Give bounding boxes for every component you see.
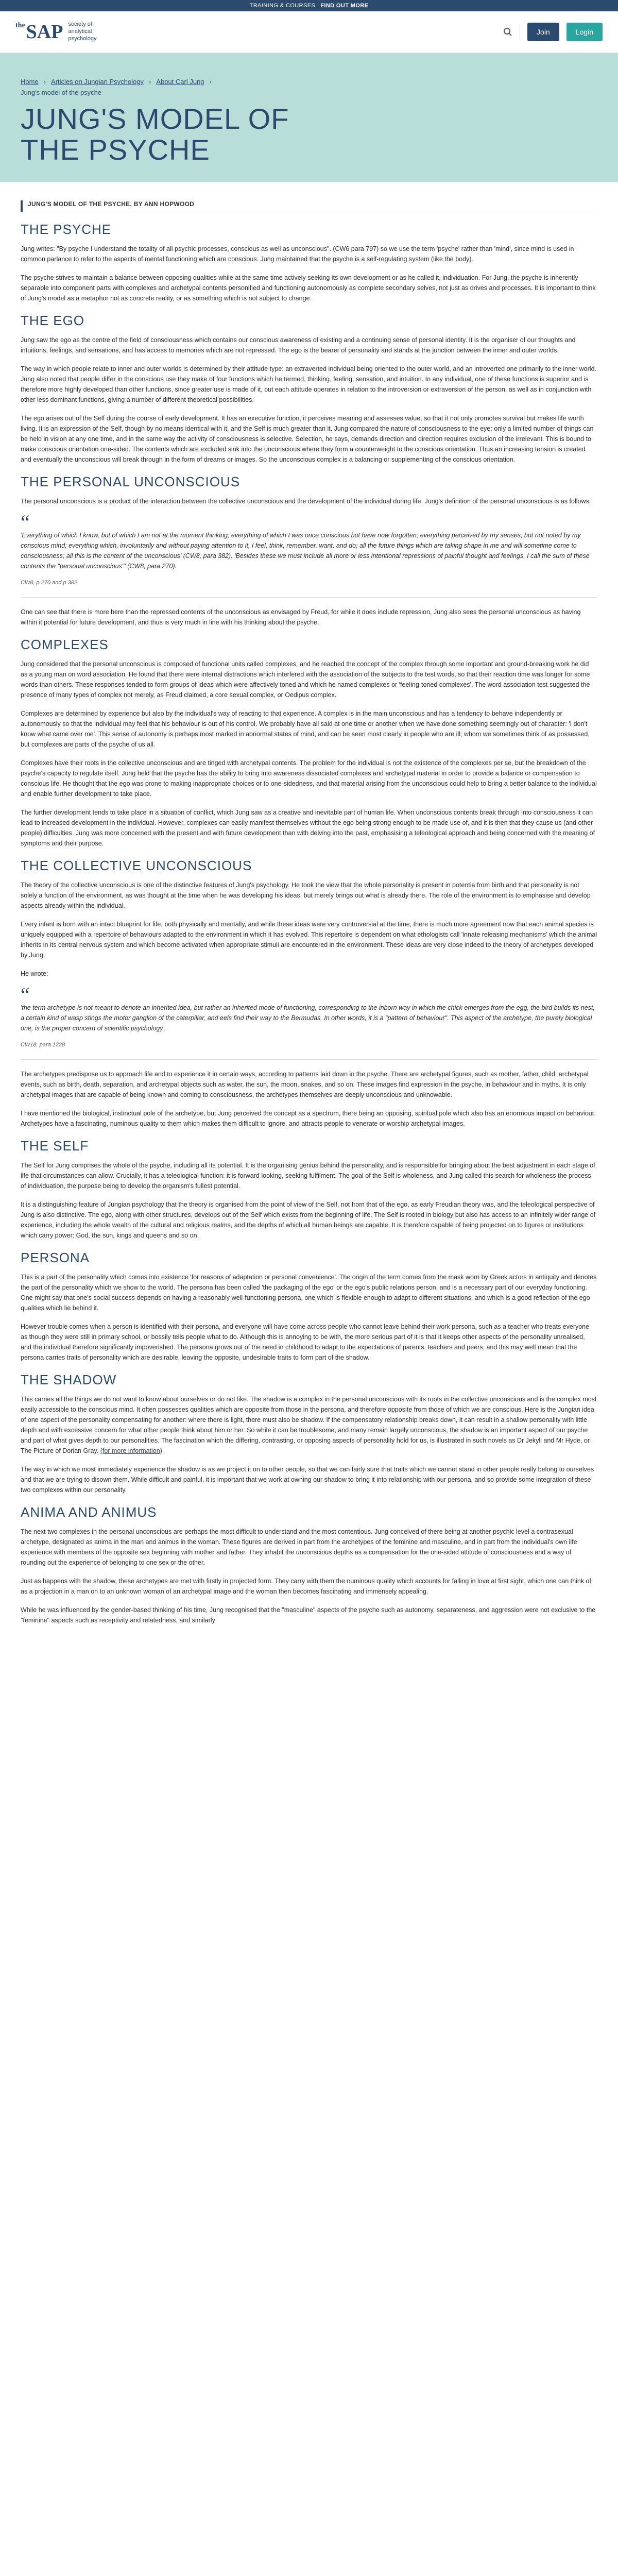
section-heading-self: THE SELF	[21, 1138, 89, 1154]
section-heading-shadow: THE SHADOW	[21, 1372, 117, 1387]
paragraph: However trouble comes when a person is identified with their persona, and everyone will have come across people who cannot leave behind their work persona, such as a teacher who treats everyone as though they were still in primary school, or bossily tells people what to do. Although this is annoying to be with, the more serious part of it is that it keeps other aspects of the personality unrealised, and the individual therefore significantly impoverished. The persona grows out of the need in childhood to adapt to the expectations of parents, teachers and peers, and this may well mean that the persona carries traits of personality which are desirable, leaving the opposite, undesirable traits to form part of the shadow.	[21, 1323, 590, 1361]
paragraph: Just as happens with the shadow, these archetypes are met with firstly in projected form. They carry with them the numinous quality which accounts for falling in love at first sight, which one can think of as a projection in a man on to an unknown woman of an archetypal image and the woman then becomes fascinating and immensely appealing.	[21, 1578, 591, 1595]
paragraph: I have mentioned the biological, instinctual pole of the archetype, but Jung perceived the concept as a spectrum, there being an opposing, spiritual pole which also has an enormous impact on behaviour. Archetypes have a fascinating, numinous quality to them which makes them difficult to ignore, and attracts people to venerate or worship archetypal images.	[21, 1110, 596, 1127]
paragraph: The psyche strives to maintain a balance between opposing qualities while at the same time actively seeking its own development or as he called it, individuation. For Jung, the psyche is inherently separable into component parts with complexes and archetypal contents personified and functioning autonomously as complete secondary selves, not just as drives and processes. It is important to think of Jung's model as a metaphor not as concrete reality, or as something which is not subject to change.	[21, 274, 596, 302]
breadcrumb-about-jung[interactable]: About Carl Jung	[156, 78, 204, 86]
paragraph: While he was influenced by the gender-based thinking of his time, Jung recognised that the "masculine" aspects of the psyche such as autonomy, separateness, and aggression were not exclusive to the "feminine" aspects such as receptivity and relatedness, and similarly	[21, 1606, 596, 1624]
quote-mark-icon: “	[21, 983, 30, 1006]
paragraph: Complexes are determined by experience but also by the individual's way of reacting to that experience. A complex is in the main unconscious and has a tendency to behave independently or autonomously so that the individual may feel that his behaviour is out of his control. We probably have all said at one time or another when we have done something seemingly out of character: 'I don't know what came over me'. This sense of autonomy is perhaps most marked in abnormal states of mind, and can be seen most clearly in people who are ill; whom we sometimes think of as possessed, but complexes are parts of the psyche of us all.	[21, 710, 590, 748]
paragraph: The way in which we most immediately experience the shadow is as we project it on to other people, so that we can fairly sure that traits which we cannot stand in other people really belong to ourselves and that we are trying to disown them. While difficult and painful, it is important that we work at owning our shadow to bring it into relationship with our persona, and so provide some integration of these two complexes within our personality.	[21, 1466, 594, 1494]
chevron-right-icon: ›	[43, 78, 46, 86]
section-heading-ego: THE EGO	[21, 313, 85, 328]
announcement-text: TRAINING & COURSES	[249, 3, 316, 9]
breadcrumb-current: Jung's model of the psyche	[21, 89, 102, 96]
logo-mark: $^{the}$SAP	[15, 21, 63, 43]
section-heading-persona: PERSONA	[21, 1250, 90, 1265]
paragraph: He wrote:	[21, 970, 48, 977]
login-button[interactable]: Login	[566, 23, 603, 41]
paragraph: Every infant is born with an intact blueprint for life, both physically and mentally, and while these ideas were very controversial at the time, there is much more agreement now that each animal species is uniquely equipped with a repertoire of behaviours adapted to the environment in which it has evolved. This repertoire is dependent on what ethologists call 'innate releasing mechanisms' which the animal inherits in its central nervous system and which become activated when appropriate stimuli are encountered in the environment. These ideas are very close indeed to the theory of archetypes developed by Jung.	[21, 921, 597, 959]
paragraph: The archetypes predispose us to approach life and to experience it in certain ways, according to patterns laid down in the psyche. There are archetypal figures, such as mother, father, child, archetypal events, such as birth, death, separation, and archetypal objects such as water, the sun, the moon, snakes, and so on. These images find expression in the psyche, in behaviour and in myths. It is only archetypal images that are capable of being known and coming to consciousness, the archetypes themselves are deeply unconscious and unknowable.	[21, 1071, 589, 1098]
article-byline: JUNG'S MODEL OF THE PSYCHE, BY ANN HOPWOOD	[21, 200, 597, 212]
paragraph: This is a part of the personality which comes into existence 'for reasons of adaptation or personal convenience'. The origin of the term comes from the mask worn by Greek actors in antiquity and denotes the part of the personality which we show to the world. The persona has been called 'the packaging of the ego' or the ego's public relations person, and is a necessary part of our everyday functioning. One might say that one's social success depends on having a reasonably well-functioning persona, one which is flexible enough to adapt to different situations, and which is a good reflection of the ego qualities which lie behind it.	[21, 1274, 597, 1312]
section-heading-psyche: THE PSYCHE	[21, 222, 112, 237]
breadcrumb-articles[interactable]: Articles on Jungian Psychology	[51, 78, 144, 86]
chevron-right-icon: ›	[209, 78, 212, 86]
site-header	[0, 11, 618, 53]
paragraph: The theory of the collective unconscious is one of the distinctive features of Jung's psychology. He took the view that the whole personality is present in potentia from birth and that personality is not solely a function of the environment, as was thought at the time when he was developing his ideas, but merely brings out what is already there. The role of the environment is to emphasise and develop aspects already within the individual.	[21, 882, 591, 909]
find-out-more-link[interactable]: FIND OUT MORE	[320, 3, 369, 9]
paragraph: This carries all the things we do not want to know about ourselves or do not like. The shadow is a complex in the personal unconscious with its roots in the collective unconscious and is the complex most easily accessible to the conscious mind. It often possesses qualities which are opposite from those in the persona, and therefore opposite from those of which we are conscious. Here is the Jungian idea of one aspect of the personality compensating for another: where there is light, there must also be shadow. If the compensatory relationship breaks down, it can result in a shallow personality with little depth and with excessive concern for what other people think about him or her. So while it can be troublesome, and many remain largely unconscious, the shadow is an important aspect of our psyche and part of what gives depth to our personalities. The fascination which the differing, contrasting, or opposing aspects of personality hold for us, is illustrated in such novels as Dr Jekyll and Mr Hyde, or The Picture of Dorian Gray. (for more information)	[21, 1396, 597, 1454]
announcement-bar	[0, 0, 618, 11]
breadcrumb	[21, 78, 597, 86]
search-icon[interactable]	[503, 27, 512, 37]
paragraph: The next two complexes in the personal unconscious are perhaps the most difficult to understand and the most contentious. Jung conceived of there being at another psychic level a contrasexual archetype, designated as anima in the man and animus in the woman. These figures are derived in part from the archetypes of the feminine and masculine, and in part from the individual's own life experience with members of the opposite sex beginning with mother and father. They inhabit the unconscious depths as a compensation for the one-sided attitude of consciousness and a way of rounding out the experience of belonging to one sex or the other.	[21, 1528, 577, 1566]
section-heading-personal-unconscious: THE PERSONAL UNCONSCIOUS	[21, 474, 241, 489]
page-title: JUNG'S MODEL OF THE PSYCHE	[21, 103, 289, 166]
paragraph: The personal unconscious is a product of the interaction between the collective unconscious and the development of the individual during life. Jung's definition of the personal unconscious is as follows:	[21, 498, 591, 505]
section-heading-collective-unconscious: THE COLLECTIVE UNCONSCIOUS	[21, 858, 252, 873]
section-heading-anima-animus: ANIMA AND ANIMUS	[21, 1504, 157, 1520]
quote-text: 'Everything of which I know, but of which I am not at the moment thinking; everything of which I was once conscious but have now forgotten; everything perceived by my senses, but not noted by my conscious mind; everything which, involuntarily and without paying attention to it, I feel, think, remember, want, and do; all the future things which are taking shape in me and will sometime come to consciousness; all this is the content of the unconscious' (CW8, para 382). 'Besides these we must include all more or less intentional repressions of painful thought and feelings. I call the sum of these contents the "personal unconscious"' (CW8, para 270).	[21, 532, 590, 570]
quote-text: 'the term archetype is not meant to denote an inherited idea, but rather an inherited mode of functioning, corresponding to the inborn way in which the chick emerges from the egg, the bird builds its nest, a certain kind of wasp stings the motor ganglion of the caterpillar, and eels find their way to the Bermudas. In other words, it is a "pattern of behaviour". This aspect of the archetype, the purely biological one, is the proper concern of scientific psychology'.	[21, 1004, 595, 1032]
chevron-right-icon: ›	[148, 78, 151, 86]
paragraph: The further development tends to take place in a situation of conflict, which Jung saw as a creative and inevitable part of human life. When unconscious contents break through into consciousness it can lead to increased development in the individual. However, complexes can easily manifest themselves without the ego being strong enough to be made use of, and it is then that they cause us (and other people) difficulties. Jung was more concerned with the present and with future development than with delving into the past, emphasising a teleological approach and being concerned with the meaning of symptoms and their purpose.	[21, 809, 595, 847]
more-information-link[interactable]: (for more information)	[100, 1447, 162, 1454]
section-heading-complexes: COMPLEXES	[21, 637, 109, 652]
site-logo[interactable]	[15, 21, 114, 42]
paragraph: Jung writes: "By psyche I understand the totality of all psychic processes, conscious as well as unconscious". (CW6 para 797) so we use the term 'psyche' rather than 'mind', since mind is used in common parlance to refer to the aspects of mental functioning which are conscious. Jung maintained that the psyche is a self-regulating system (like the body).	[21, 245, 574, 263]
quote-citation: CW18, para 1228	[21, 1042, 65, 1048]
paragraph: Complexes have their roots in the collective unconscious and are tinged with archetypal contents. The problem for the individual is not the existence of the complexes per se, but the breakdown of the psyche's capacity to regulate itself. Jung held that the psyche has the ability to bring into awareness dissociated complexes and archetypal material in order to provide a balance or compensation to conscious life. He thought that the ego was prone to making inappropriate choices or to one-sidedness, and that material arising from the unconscious could help to bring a better balance to the individual and enable further development to take place.	[21, 759, 597, 798]
quote-mark-icon: “	[21, 511, 30, 534]
join-button[interactable]: Join	[527, 23, 559, 41]
paragraph: Jung considered that the personal unconscious is composed of functional units called complexes, and he reached the concept of the complex through some important and ground-breaking work he did as a young man on word association. He found that there were internal distractions which interfered with the association of the subjects to the test words, so that their reaction time was longer for some words than others. These responses tended to form groups of ideas which were affectively toned and which he named complexes or 'feeling-toned complexes'. The word association test suggested the presence of many types of complex not merely, as Freud claimed, a core sexual complex, or Oedipus complex.	[21, 660, 590, 699]
paragraph: The ego arises out of the Self during the course of early development. It has an executive function, it perceives meaning and assesses value, so that it not only promotes survival but makes life worth living. It is an expression of the Self, though by no means identical with it, and the Self is much greater than it. Jung compared the nature of consciousness to the eye: only a limited number of things can be held in vision at any one time, and in the same way the activity of consciousness is selective. Selection, he says, demands direction and direction requires exclusion of the irrelevant. This is bound to make conscious orientation one-sided. The contents which are excluded sink into the unconscious where they form a counterweight to the conscious orientation. Thus an increasing tension is created and eventually the unconscious will break through in the form of dreams or images. So the unconscious complex is a balancing or supplementing of the conscious orientation.	[21, 415, 594, 463]
paragraph: The Self for Jung comprises the whole of the psyche, including all its potential. It is the organising genius behind the personality, and is responsible for bringing about the best adjustment in each stage of life that circumstances can allow. Crucially, it has a teleological function: it is forward looking, seeking fulfilment. The goal of the Self is wholeness, and Jung called this search for wholeness the process of individuation, the purpose being to develop the organism's fullest potential.	[21, 1162, 595, 1190]
quote-block	[21, 983, 597, 1060]
paragraph: The way in which people relate to inner and outer worlds is determined by their attitude type: an extraverted individual being oriented to the outer world, and an introverted one primarily to the inner world. Jung also noted that people differ in the conscious use they make of four functions which he termed, thinking, feeling, sensation, and intuition. In any individual, one of these functions is superior and is therefore more highly developed than other functions, since greater use is made of it, but each attitude operates in relation to the introversion or extraversion of the person, as well as in conjunction with other less dominant functions, giving a number of different theoretical possibilities.	[21, 365, 596, 403]
paragraph: Jung saw the ego as the centre of the field of consciousness which contains our conscious awareness of existing and a continuing sense of personal identity. It is the organiser of our thoughts and intuitions, feelings, and sensations, and has access to memories which are not repressed. The ego is the bearer of personality and stands at the junction between the inner and outer worlds.	[21, 336, 576, 354]
quote-block	[21, 511, 597, 598]
page-hero	[0, 53, 618, 182]
paragraph: It is a distinguishing feature of Jungian psychology that the theory is organised from the point of view of the Self, not from that of the ego, as early Freudian theory was, and the teleological perspective of Jung is also distinctive. The ego, along with other structures, develops out of the Self which exists from the beginning of life. The Self is rooted in biology but also has access to an infinitely wider range of experience, including the whole wealth of the cultural and religious realms, and the depths of which all human beings are capable. It is therefore capable of being projected on to figures or institutions which carry power: God, the sun, kings and queens and so on.	[21, 1201, 596, 1239]
breadcrumb-home[interactable]: Home	[21, 78, 39, 86]
quote-citation: CW8, p 270 and p 382	[21, 580, 78, 586]
logo-subtitle: society of analytical psychology	[68, 21, 97, 42]
article-body	[0, 200, 618, 1625]
paragraph: One can see that there is more here than the repressed contents of the unconscious as envisaged by Freud, for while it does include repression, Jung also sees the personal unconscious as having within it potential for future development, and thus is very much in line with his thinking about the psyche.	[21, 608, 581, 626]
